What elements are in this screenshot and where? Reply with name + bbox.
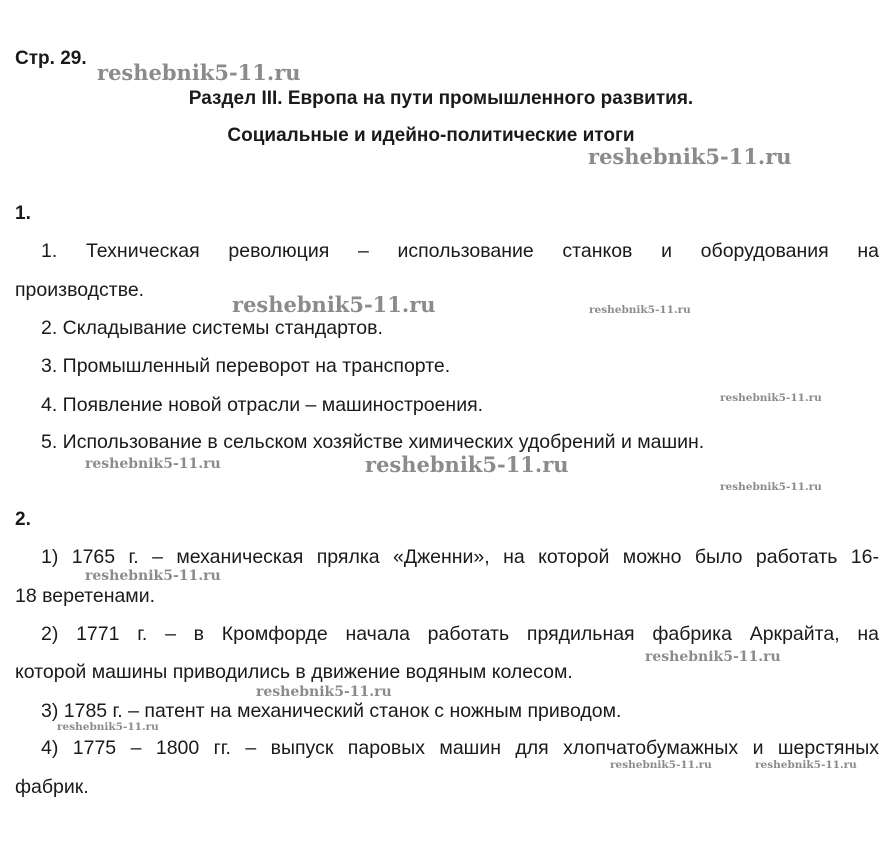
task-2-line-5: 3) 1785 г. – патент на механический станок с ножным приводом. (41, 700, 622, 722)
watermark: reshebnik5-11.ru (588, 144, 792, 169)
watermark: reshebnik5-11.ru (365, 452, 569, 477)
watermark: reshebnik5-11.ru (755, 759, 857, 771)
watermark: reshebnik5-11.ru (720, 392, 822, 404)
task-2-line-6: 4) 1775 – 1800 гг. – выпуск паровых машин для хлопчатобумажных и шерстяных (41, 737, 879, 759)
watermark: reshebnik5-11.ru (610, 759, 712, 771)
watermark: reshebnik5-11.ru (97, 60, 301, 85)
watermark: reshebnik5-11.ru (645, 649, 781, 665)
watermark: reshebnik5-11.ru (85, 456, 221, 472)
task-2-number: 2. (15, 509, 31, 530)
task-1-item-3: 3. Промышленный переворот на транспорте. (41, 355, 451, 377)
task-2-line-7: фабрик. (15, 776, 89, 798)
page-ref: Стр. 29. (15, 48, 87, 69)
watermark: reshebnik5-11.ru (232, 292, 436, 317)
task-1-item-1-line-2: производстве. (15, 279, 145, 301)
task-2-line-2: 18 веретенами. (15, 585, 156, 607)
task-1-item-4: 4. Появление новой отрасли – машиностроения. (41, 394, 484, 416)
task-1-item-2: 2. Складывание системы стандартов. (41, 317, 383, 339)
watermark: reshebnik5-11.ru (720, 481, 822, 493)
task-2-line-1: 1) 1765 г. – механическая прялка «Дженни», на которой можно было работать 16- (41, 546, 879, 568)
watermark: reshebnik5-11.ru (256, 684, 392, 700)
task-1-item-1-line-1: 1. Техническая революция – использование станков и оборудования на (41, 240, 879, 262)
section-title: Раздел III. Европа на пути промышленного развития. (188, 88, 694, 109)
task-1-number: 1. (15, 203, 31, 224)
subtitle: Социальные и идейно-политические итоги (227, 125, 635, 146)
watermark: reshebnik5-11.ru (589, 304, 691, 316)
task-2-line-3: 2) 1771 г. – в Кромфорде начала работать прядильная фабрика Аркрайта, на (41, 623, 879, 645)
task-1-item-5: 5. Использование в сельском хозяйстве химических удобрений и машин. (41, 431, 705, 453)
watermark: reshebnik5-11.ru (85, 568, 221, 584)
watermark: reshebnik5-11.ru (57, 721, 159, 733)
task-2-line-4: которой машины приводились в движение водяным колесом. (15, 661, 573, 683)
